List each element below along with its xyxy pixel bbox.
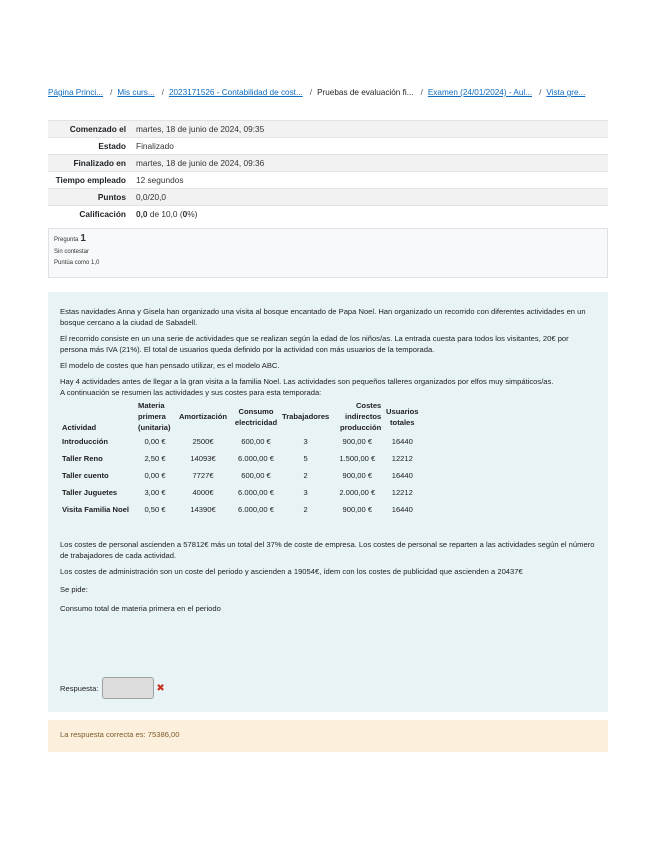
table-row bbox=[60, 450, 421, 467]
summary-label: Calificación bbox=[79, 209, 126, 219]
summary-value: 12 segundos bbox=[136, 175, 184, 185]
attempt-summary-table bbox=[48, 120, 608, 222]
question-text: Se pide: bbox=[60, 585, 88, 594]
question-text: Los costes de personal ascienden a 57812€ más un total del 37% de coste de empresa. Los costes de personal se reparten a las actividades según el número de trabajadores de cada actividad. bbox=[60, 540, 595, 560]
summary-row-time bbox=[48, 172, 608, 189]
breadcrumb-separator: / bbox=[539, 88, 542, 97]
summary-row-grade bbox=[48, 206, 608, 223]
table-row bbox=[60, 467, 421, 484]
activities-table bbox=[60, 400, 421, 518]
cell: 3 bbox=[303, 437, 308, 446]
column-header: Consumo electricidad bbox=[234, 406, 278, 427]
question-text: Estas navidades Anna y Gisela han organizado una visita al bosque encantado de Papa Noel. Han organizado un recorrido con diferentes actividades en un bosque cercano a la ciudad de Sabadell. bbox=[60, 307, 586, 327]
cell: 16440 bbox=[391, 437, 413, 446]
question-formulation bbox=[48, 292, 608, 712]
cell: 2 bbox=[303, 471, 308, 480]
cell-activity: Taller Reno bbox=[62, 454, 103, 463]
cell: 6.000,00 € bbox=[238, 488, 274, 497]
breadcrumb-separator: / bbox=[161, 88, 164, 97]
breadcrumb-section: Pruebas de evaluación fi... bbox=[317, 88, 414, 97]
cell: 900,00 € bbox=[342, 505, 373, 514]
summary-row-points bbox=[48, 189, 608, 206]
table-row bbox=[60, 433, 421, 450]
cell-activity: Visita Familia Noel bbox=[62, 505, 129, 514]
breadcrumb-exam[interactable]: Examen (24/01/2024) - Aul... bbox=[427, 88, 533, 97]
right-answer-text: La respuesta correcta es: 75386,00 bbox=[60, 730, 180, 739]
summary-label: Estado bbox=[98, 141, 126, 151]
grade-score: 0,0 bbox=[136, 209, 148, 219]
cell: 5 bbox=[303, 454, 308, 463]
question-mark: Puntúa como 1,0 bbox=[54, 260, 100, 266]
breadcrumb-course[interactable]: 2023171526 - Contabilidad de cost... bbox=[168, 88, 303, 97]
cell: 16440 bbox=[391, 471, 413, 480]
column-header: Costes indirectos producción bbox=[339, 401, 382, 432]
cell: 12212 bbox=[391, 488, 413, 497]
column-header: Materia primera (unitaria) bbox=[138, 401, 171, 432]
cell: 2,50 € bbox=[144, 454, 166, 463]
summary-value: Finalizado bbox=[136, 141, 174, 151]
activities-header-row bbox=[60, 400, 421, 433]
question-status: Sin contestar bbox=[54, 249, 90, 255]
summary-label: Tiempo empleado bbox=[55, 175, 126, 185]
cell: 2.000,00 € bbox=[339, 488, 376, 497]
cell: 600,00 € bbox=[241, 437, 271, 446]
table-row bbox=[60, 501, 421, 518]
question-prefix: Pregunta bbox=[54, 237, 79, 243]
grade-percent: 0 bbox=[182, 209, 188, 219]
summary-row-state bbox=[48, 138, 608, 155]
summary-row-started bbox=[48, 121, 608, 138]
cell: 12212 bbox=[391, 454, 413, 463]
column-header: Trabajadores bbox=[282, 412, 330, 421]
question-info bbox=[48, 228, 608, 278]
question-text: El modelo de costes que han pensado utilizar, es el modelo ABC. bbox=[60, 361, 280, 370]
cross-icon: ✖ bbox=[156, 682, 165, 694]
answer-label: Respuesta: bbox=[60, 683, 99, 693]
table-row bbox=[60, 484, 421, 501]
summary-value: 0,0/20,0 bbox=[136, 192, 166, 202]
cell: 14093€ bbox=[190, 454, 216, 463]
breadcrumb bbox=[48, 88, 608, 97]
breadcrumb-review[interactable]: Vista gre... bbox=[546, 88, 586, 97]
column-header: Actividad bbox=[62, 423, 97, 432]
cell: 900,00 € bbox=[342, 471, 373, 480]
breadcrumb-separator: / bbox=[420, 88, 423, 97]
grade-percent-suffix: %) bbox=[187, 209, 198, 219]
summary-row-finished bbox=[48, 155, 608, 172]
question-number-value: 1 bbox=[80, 233, 86, 244]
cell: 2 bbox=[303, 505, 308, 514]
summary-value: martes, 18 de junio de 2024, 09:35 bbox=[136, 124, 265, 134]
cell-activity: Taller cuento bbox=[62, 471, 109, 480]
cell: 6.000,00 € bbox=[238, 505, 274, 514]
answer-input[interactable] bbox=[102, 677, 154, 699]
column-header: Usuarios totales bbox=[386, 406, 419, 427]
summary-label: Finalizado en bbox=[73, 158, 126, 168]
cell: 900,00 € bbox=[342, 437, 373, 446]
answer-row bbox=[60, 677, 165, 699]
cell: 2500€ bbox=[192, 437, 214, 446]
cell: 1.500,00 € bbox=[339, 454, 376, 463]
cell: 3 bbox=[303, 488, 308, 497]
summary-value: martes, 18 de junio de 2024, 09:36 bbox=[136, 158, 265, 168]
breadcrumb-home[interactable]: Página Princi... bbox=[48, 88, 104, 97]
cell: 0,00 € bbox=[144, 471, 166, 480]
question-text: El recorrido consiste en un una serie de actividades que se realizan según la edad de los niños/as. La entrada cuesta para todos los visitantes, 20€ por persona más IVA (21%). El total de usuarios queda definido por la actividad con más usuarios de la temporada. bbox=[60, 334, 569, 354]
cell: 600,00 € bbox=[241, 471, 271, 480]
cell-activity: Taller Juguetes bbox=[62, 488, 118, 497]
column-header: Amortización bbox=[178, 412, 228, 421]
grade-total: de 10,0 ( bbox=[147, 209, 183, 219]
question-text: A continuación se resumen las actividades y sus costes para esta temporada: bbox=[60, 388, 322, 397]
breadcrumb-my-courses[interactable]: Mis curs... bbox=[117, 88, 155, 97]
cell: 7727€ bbox=[192, 471, 214, 480]
cell: 14390€ bbox=[190, 505, 216, 514]
question-number bbox=[54, 233, 602, 244]
question-text: Los costes de administración son un coste del periodo y ascienden a 19054€, ídem con los costes de publicidad que ascienden a 20437€ bbox=[60, 567, 523, 576]
cell: 0,50 € bbox=[144, 505, 166, 514]
cell: 0,00 € bbox=[144, 437, 166, 446]
summary-value bbox=[132, 206, 608, 223]
right-answer-feedback bbox=[48, 720, 608, 752]
breadcrumb-separator: / bbox=[309, 88, 313, 97]
summary-label: Comenzado el bbox=[69, 124, 126, 134]
question-text: Hay 4 actividades antes de llegar a la gran visita a la familia Noel. Las actividades son pequeños talleres organizados por elfos muy simpáticos/as. bbox=[60, 377, 554, 386]
cell-activity: Introducción bbox=[62, 437, 108, 446]
cell: 16440 bbox=[391, 505, 413, 514]
question-text: Consumo total de materia primera en el periodo bbox=[60, 604, 221, 613]
cell: 3,00 € bbox=[144, 488, 166, 497]
cell: 6.000,00 € bbox=[238, 454, 274, 463]
summary-label: Puntos bbox=[97, 192, 126, 202]
cell: 4000€ bbox=[192, 488, 214, 497]
breadcrumb-separator: / bbox=[110, 88, 113, 97]
